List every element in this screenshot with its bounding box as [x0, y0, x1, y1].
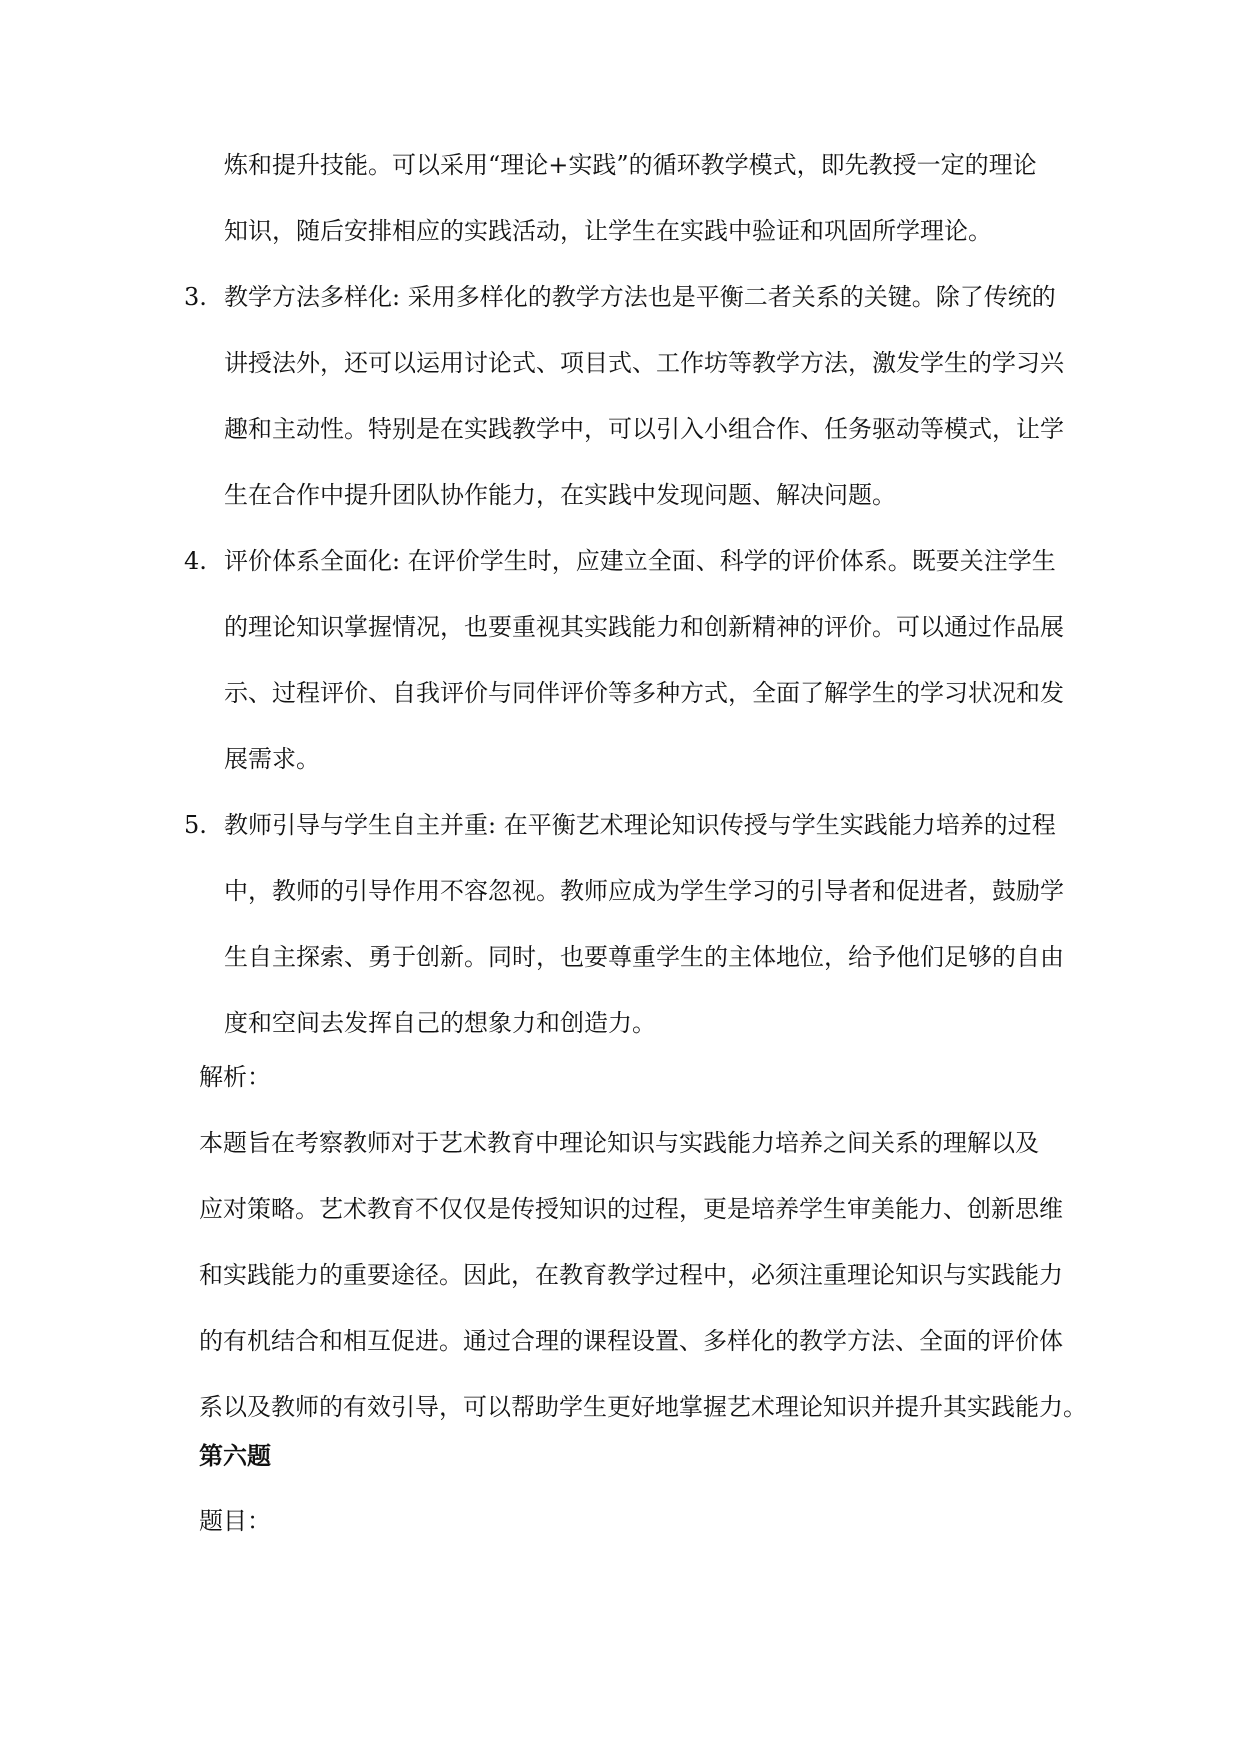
analysis-section — [199, 1055, 1099, 1451]
analysis-line: 本题旨在考察教师对于艺术教育中理论知识与实践能力培养之间关系的理解以及 — [199, 1129, 1039, 1157]
question-label: 题目： — [199, 1507, 271, 1535]
list-item-line: 示、过程评价、自我评价与同伴评价等多种方式，全面了解学生的学习状况和发 — [224, 679, 1064, 707]
continued-paragraph — [224, 143, 1084, 275]
list-item-line: 评价体系全面化: 在评价学生时，应建立全面、科学的评价体系。既要关注学生 — [224, 547, 1056, 575]
analysis-line: 应对策略。艺术教育不仅仅是传授知识的过程，更是培养学生审美能力、创新思维 — [199, 1195, 1063, 1223]
list-item-line: 生自主探索、勇于创新。同时，也要尊重学生的主体地位，给予他们足够的自由 — [224, 943, 1064, 971]
list-item-number: 3. — [184, 283, 207, 311]
paragraph-line: 知识，随后安排相应的实践活动，让学生在实践中验证和巩固所学理论。 — [224, 217, 992, 245]
list-item-line: 趣和主动性。特别是在实践教学中，可以引入小组合作、任务驱动等模式，让学 — [224, 415, 1064, 443]
list-item-line: 中，教师的引导作用不容忽视。教师应成为学生学习的引导者和促进者，鼓励学 — [224, 877, 1064, 905]
analysis-line: 的有机结合和相互促进。通过合理的课程设置、多样化的教学方法、全面的评价体 — [199, 1327, 1063, 1355]
paragraph-line: 炼和提升技能。可以采用“理论+实践”的循环教学模式，即先教授一定的理论 — [224, 151, 1037, 179]
list-item-line: 的理论知识掌握情况，也要重视其实践能力和创新精神的评价。可以通过作品展 — [224, 613, 1064, 641]
list-item-line: 展需求。 — [224, 745, 320, 773]
list-item-number: 5. — [184, 811, 207, 839]
list-item-body — [224, 275, 1084, 539]
list-item-number: 4. — [184, 547, 207, 575]
list-item-body — [224, 803, 1084, 1067]
analysis-line: 和实践能力的重要途径。因此，在教育教学过程中，必须注重理论知识与实践能力 — [199, 1261, 1063, 1289]
analysis-line: 系以及教师的有效引导，可以帮助学生更好地掌握艺术理论知识并提升其实践能力。 — [199, 1393, 1087, 1421]
list-item-line: 教学方法多样化: 采用多样化的教学方法也是平衡二者关系的关键。除了传统的 — [224, 283, 1056, 311]
analysis-label: 解析： — [199, 1063, 271, 1091]
list-item-line: 讲授法外，还可以运用讨论式、项目式、工作坊等教学方法，激发学生的学习兴 — [224, 349, 1064, 377]
list-item-body — [224, 539, 1084, 803]
list-item-line: 生在合作中提升团队协作能力，在实践中发现问题、解决问题。 — [224, 481, 896, 509]
section-heading: 第六题 — [199, 1441, 271, 1470]
list-item-line: 度和空间去发挥自己的想象力和创造力。 — [224, 1009, 656, 1037]
list-item-line: 教师引导与学生自主并重: 在平衡艺术理论知识传授与学生实践能力培养的过程 — [224, 811, 1056, 839]
